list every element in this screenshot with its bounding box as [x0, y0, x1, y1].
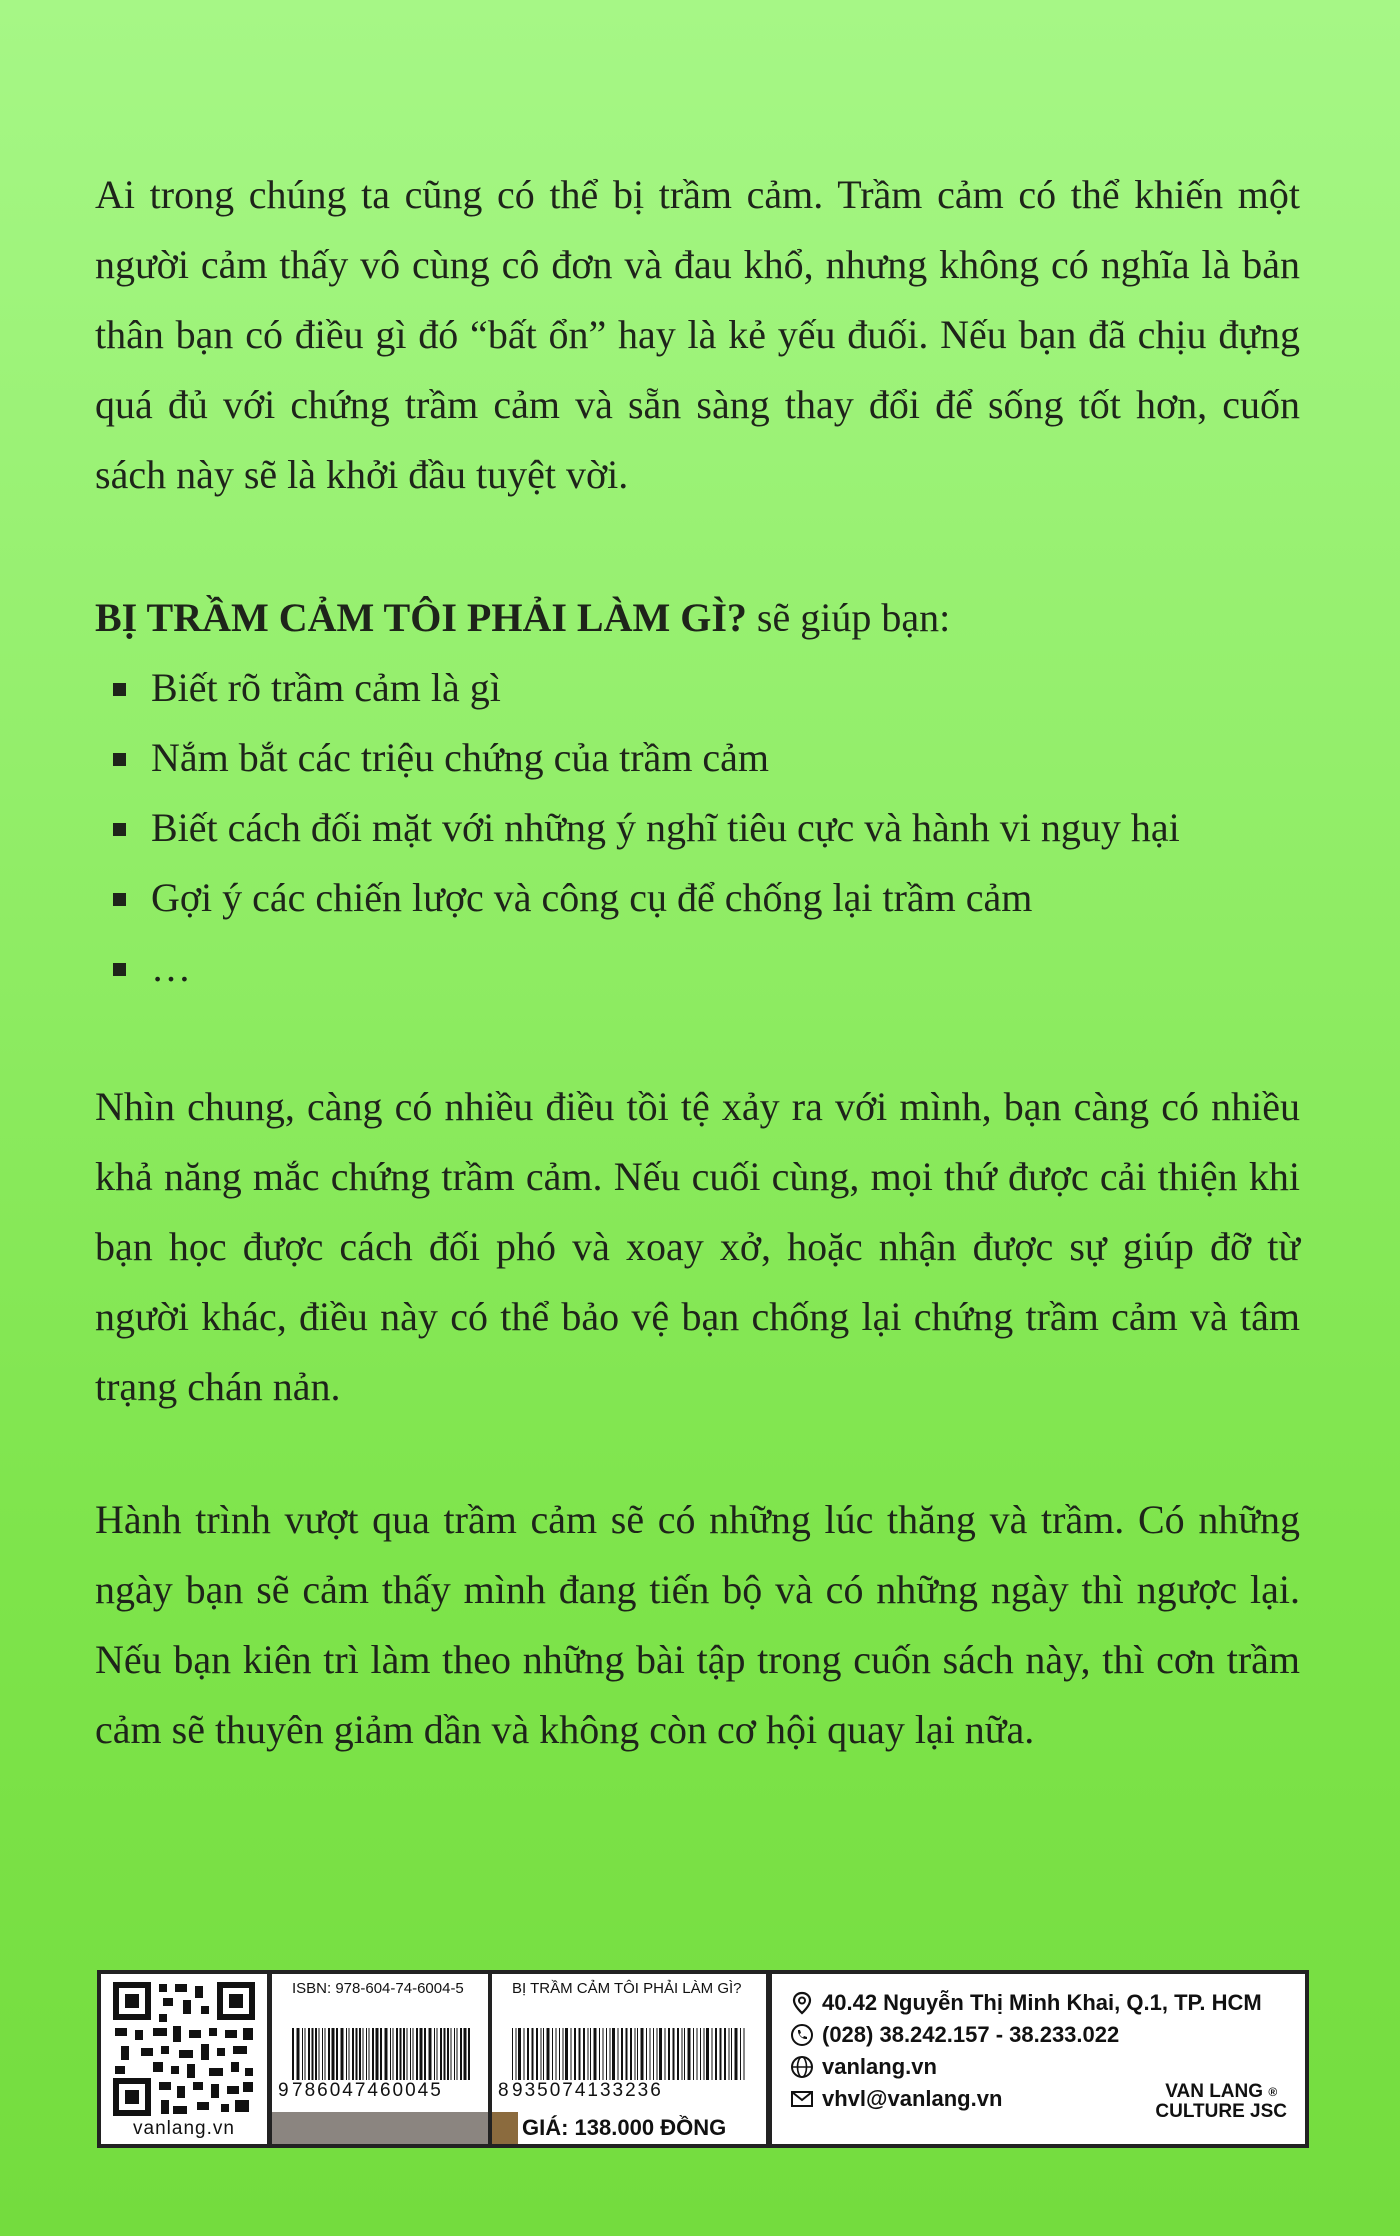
barcode-bar [447, 2028, 449, 2080]
benefits-intro-text: sẽ giúp bạn: [746, 595, 951, 640]
isbn-label: ISBN: 978-604-74-6004-5 [292, 1980, 464, 1997]
publisher-contact-panel [772, 1974, 1305, 2144]
barcode-bar [706, 2028, 709, 2080]
barcode-bar [315, 2028, 317, 2080]
barcode-bar [704, 2028, 705, 2080]
globe-icon [790, 2055, 814, 2079]
barcode-bar [319, 2028, 320, 2080]
barcode-bar [352, 2028, 354, 2080]
barcode-bar [460, 2028, 462, 2080]
barcode-bar [429, 2028, 432, 2080]
barcode-bar [673, 2028, 675, 2080]
barcode-bar [332, 2028, 335, 2080]
logo-line-1: VAN LANG [1165, 2081, 1264, 2102]
qr-url-label: vanlang.vn [133, 2118, 235, 2139]
barcode-bar [665, 2028, 666, 2080]
benefit-item: Biết rõ trầm cảm là gì [95, 653, 1180, 723]
barcode-bar [579, 2028, 581, 2080]
barcode-bar [440, 2028, 442, 2080]
book-title-label: BỊ TRẦM CẢM TÔI PHẢI LÀM GÌ? [512, 1980, 742, 1997]
barcode-bar [410, 2028, 411, 2080]
barcode-bar [659, 2028, 662, 2080]
barcode-bar [369, 2028, 370, 2080]
barcode-bar [603, 2028, 604, 2080]
barcode-bar [457, 2028, 458, 2080]
barcode-bar [336, 2028, 338, 2080]
barcode-bar [356, 2028, 358, 2080]
barcode-bar [571, 2028, 572, 2080]
logo-registered-mark: ® [1268, 2085, 1278, 2099]
barcode-bar [297, 2028, 300, 2080]
description-paragraph-1: Ai trong chúng ta cũng có thể bị trầm cảm. Trầm cảm có thể khiến một người cảm thấy vô cùng cô đơn và đau khổ, nhưng không có nghĩa là bản thân bạn có điều gì đó “bất ổn” hay là kẻ yếu đuối. Nếu bạn đã chịu đựng quá đủ với chứng trầm cảm và sẵn sàng thay đổi để sống tốt hơn, cuốn sách này sẽ là khởi đầu tuyệt vời. [95, 172, 1300, 497]
benefit-item: Nắm bắt các triệu chứng của trầm cảm [95, 723, 1180, 793]
barcode-bar [626, 2028, 628, 2080]
barcode-bar [403, 2028, 405, 2080]
isbn-first-digit: 9 [278, 2080, 291, 2101]
description-paragraph-3: Hành trình vượt qua trầm cảm sẽ có những lúc thăng và trầm. Có những ngày bạn sẽ cảm thấy mình đang tiến bộ và có những ngày thì ngược lại. Nếu bạn kiên trì làm theo những bài tập trong cuốn sách này, thì cơn trầm cảm sẽ thuyên giảm dần và không còn cơ hội quay lại nữa. [95, 1497, 1300, 1752]
barcode-bar [302, 2028, 303, 2080]
barcode-bar [543, 2028, 544, 2080]
benefit-item: Gợi ý các chiến lược và công cụ để chống lại trầm cảm [95, 863, 1180, 933]
barcode-bar [424, 2028, 426, 2080]
barcode-bar [308, 2028, 310, 2080]
barcode-bar [527, 2028, 529, 2080]
barcode-bar [610, 2028, 611, 2080]
book-title-bold: BỊ TRẦM CẢM TÔI PHẢI LÀM GÌ? [95, 595, 747, 640]
qr-code-panel [101, 1974, 267, 2144]
barcode-bar [606, 2028, 607, 2080]
phone-row [790, 2022, 1119, 2048]
barcode-bar [393, 2028, 394, 2080]
barcode-bar [366, 2028, 367, 2080]
barcode-bar [541, 2028, 542, 2080]
ean-digits [498, 2080, 663, 2102]
barcode-bar [720, 2028, 722, 2080]
barcode-bar [712, 2028, 713, 2080]
barcode-bar [359, 2028, 361, 2080]
email-text: vhvl@vanlang.vn [822, 2086, 1003, 2111]
barcode-bar [325, 2028, 326, 2080]
barcode-bar [385, 2028, 388, 2080]
barcode-bar [416, 2028, 418, 2080]
barcode-bar [437, 2028, 438, 2080]
barcode-bar [390, 2028, 391, 2080]
barcode-bar [657, 2028, 658, 2080]
barcode-bar [729, 2028, 730, 2080]
barcode-bar [420, 2028, 423, 2080]
price-label: GIÁ: 138.000 ĐỒNG [492, 2112, 766, 2144]
barcode-bar [464, 2028, 467, 2080]
barcode-bar [376, 2028, 379, 2080]
barcode-bar [653, 2028, 654, 2080]
barcode-bar [646, 2028, 647, 2080]
address-text: 40.42 Nguyễn Thị Minh Khai, Q.1, TP. HCM [822, 1990, 1262, 2015]
benefit-item: Biết cách đối mặt với những ý nghĩ tiêu cực và hành vi nguy hại [95, 793, 1180, 863]
barcode-bar [594, 2028, 597, 2080]
barcode-bar [413, 2028, 414, 2080]
barcode-bar [668, 2028, 670, 2080]
barcode-bar [444, 2028, 446, 2080]
barcode-bar [312, 2028, 314, 2080]
barcode-bar [635, 2028, 636, 2080]
barcode-bar [588, 2028, 589, 2080]
barcode-bar [396, 2028, 398, 2080]
barcode-bar [583, 2028, 585, 2080]
email-row [790, 2086, 1002, 2112]
barcode-bar [512, 2028, 513, 2080]
ean-first-digit: 8 [498, 2080, 511, 2101]
barcode-bar [677, 2028, 679, 2080]
barcode-bar [328, 2028, 330, 2080]
barcode-bar [590, 2028, 591, 2080]
barcode-bar [715, 2028, 717, 2080]
barcode-bar [700, 2028, 701, 2080]
address-row [790, 1990, 1262, 2016]
barcode-bar [684, 2028, 685, 2080]
barcode-bar [468, 2028, 470, 2080]
barcode-bar [641, 2028, 644, 2080]
barcode-bar [744, 2028, 745, 2080]
barcode-bar [547, 2028, 550, 2080]
barcode-bar [682, 2028, 683, 2080]
barcode-bar [532, 2028, 534, 2080]
barcode-bar [524, 2028, 525, 2080]
barcode-bar [552, 2028, 553, 2080]
barcode-bar [372, 2028, 374, 2080]
publisher-logo [1155, 2082, 1287, 2122]
barcode-bar [349, 2028, 350, 2080]
barcode-bar [346, 2028, 347, 2080]
barcode-bar [341, 2028, 344, 2080]
barcode-bar [688, 2028, 691, 2080]
barcode-bar [516, 2028, 517, 2080]
benefits-list [95, 653, 1180, 1003]
barcode-bar [454, 2028, 455, 2080]
ean-barcode [512, 2028, 746, 2080]
benefit-item-ellipsis: … [95, 933, 1180, 1003]
isbn-barcode [292, 2028, 472, 2080]
barcode-bar [556, 2028, 557, 2080]
barcode-bar [434, 2028, 435, 2080]
barcode-bar [618, 2028, 619, 2080]
barcode-bar [407, 2028, 408, 2080]
barcode-bar [612, 2028, 615, 2080]
barcode-bar [599, 2028, 600, 2080]
barcode-bar [451, 2028, 452, 2080]
barcode-bar [563, 2028, 564, 2080]
barcode-bar [565, 2028, 568, 2080]
barcode-bar [400, 2028, 402, 2080]
barcode-bar [322, 2028, 323, 2080]
barcode-bar [697, 2028, 698, 2080]
benefits-intro [95, 583, 950, 653]
grey-bar [272, 2112, 488, 2144]
barcode-bar [518, 2028, 521, 2080]
barcode-bar [380, 2028, 382, 2080]
ean-digit-string: 935074133236 [512, 2080, 663, 2101]
location-pin-icon [790, 1991, 814, 2015]
barcode-bar [559, 2028, 560, 2080]
website-row [790, 2054, 937, 2080]
description-paragraph-2: Nhìn chung, càng có nhiều điều tồi tệ xảy ra với mình, bạn càng có nhiều khả năng mắc chứng trầm cảm. Nếu cuối cùng, mọi thứ được cải thiện khi bạn học được cách đối phó và xoay xở, hoặc nhận được sự giúp đỡ từ người khác, điều này có thể bảo vệ bạn chống lại chứng trầm cảm và tâm trạng chán nản. [95, 1084, 1300, 1409]
qr-code [113, 1982, 255, 2116]
barcode-bar [363, 2028, 364, 2080]
isbn-digits [278, 2080, 443, 2102]
barcode-bar [740, 2028, 741, 2080]
barcode-bar [536, 2028, 538, 2080]
barcode-bar [637, 2028, 638, 2080]
logo-line-2: CULTURE JSC [1155, 2101, 1287, 2122]
barcode-bar [305, 2028, 306, 2080]
barcode-bar [574, 2028, 576, 2080]
website-text: vanlang.vn [822, 2054, 937, 2079]
phone-icon [790, 2023, 814, 2047]
isbn-digit-string: 786047460045 [292, 2080, 443, 2101]
phone-text: (028) 38.242.157 - 38.233.022 [822, 2022, 1120, 2047]
envelope-icon [790, 2087, 814, 2111]
barcode-bar [621, 2028, 623, 2080]
barcode-bar [731, 2028, 732, 2080]
barcode-bar [650, 2028, 651, 2080]
barcode-bar [292, 2028, 294, 2080]
barcode-bar [693, 2028, 694, 2080]
barcode-bar [735, 2028, 738, 2080]
barcode-bar [630, 2028, 632, 2080]
barcode-bar [724, 2028, 726, 2080]
